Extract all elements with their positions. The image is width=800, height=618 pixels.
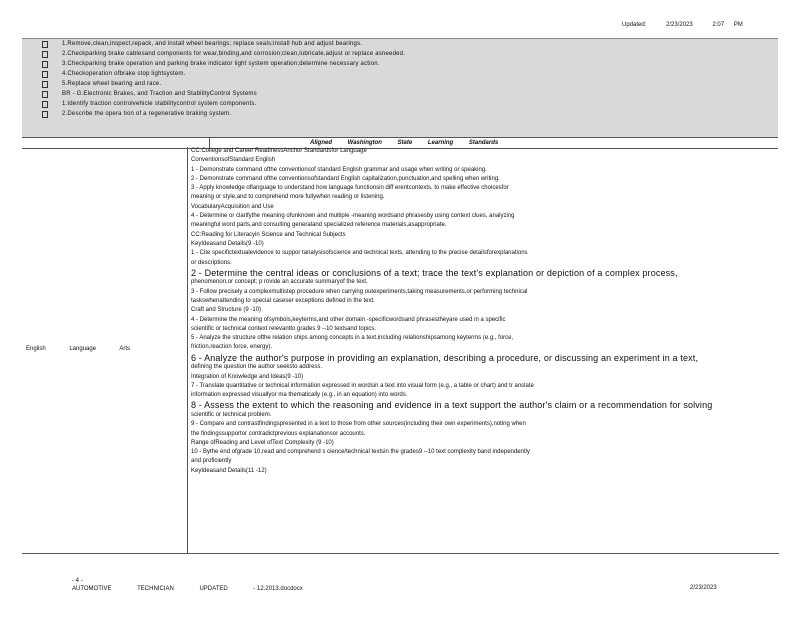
standard-line: Craft and Structure (9 -10) [191, 307, 262, 314]
standard-line: 1 - Demonstrate command ofthe conventionsof standard English grammar and usage when writing or speaking. [191, 166, 487, 173]
task-text: 5.Replace wheel bearing and race. [62, 81, 162, 87]
task-text: 3.Checkparking brake operation and parking brake indicator light system operation;determine necessary action. [62, 61, 380, 67]
checkbox-icon [42, 81, 48, 88]
standard-line: scientific or technical problem. [191, 411, 272, 418]
footer-doc-info [72, 586, 327, 592]
standard-line: Integration of Knowledge and Ideas(9 -10) [191, 373, 304, 380]
standard-line: 1 - Cite specifictextualevidence to suppor tanalysisofscience and technical texts, attending to the precise detailsforexplanations [191, 250, 528, 257]
checkbox-icon [42, 101, 48, 108]
standard-line: taskswhenattending to special caseser exceptions defined in the text. [191, 297, 375, 304]
updated-stamp [622, 22, 761, 28]
standard-line: and proficiently [191, 458, 232, 465]
footer-date: 2/23/2023 [690, 585, 717, 591]
task-text: 2.Checkparking brake cablesand components for wear,binding,and corrosion;clean,lubricate,adjust or replace asneeded. [62, 51, 406, 57]
checkbox-icon [42, 91, 48, 98]
standard-line: Range ofReading and Level ofText Complexity (9 -10) [191, 439, 334, 446]
standard-line: 9 - Compare and contrastfindingspresented in a text to those from other sources(including their own experiments),noting when [191, 421, 526, 428]
standard-line: scientific or technical context relevantto grades 9 --10 textsand topics. [191, 325, 377, 332]
standard-line: 5 - Analyze the structure ofthe relation ships among concepts in a text,including relationshipsamong keyterms (e.g., force, [191, 335, 514, 342]
standard-line: meaningful word parts,and consulting generaland specialized reference materials,asappropriate. [191, 222, 447, 229]
checkbox-icon [42, 71, 48, 78]
updated-label: Updated: [622, 22, 647, 28]
standard-line: CC:Reading for Literacyin Science and Technical Subjects [191, 231, 346, 238]
task-list [22, 38, 778, 137]
standard-line: the findingssupportor contradictprevious explanationsor accounts. [191, 430, 366, 437]
checkbox-icon [42, 61, 48, 68]
standard-line: 10 - Bythe end ofgrade 10,read and comprehend s cience/technical textsin the grades9 --10 text complexity band independently [191, 449, 530, 456]
standard-line: KeyIdeasand Details(9 -10) [191, 240, 264, 247]
checkbox-icon [42, 111, 48, 118]
standard-line: 6 - Analyze the author's purpose in providing an explanation, describing a procedure, or discussing an experiment in a text, [191, 352, 699, 363]
standard-line: 2 - Determine the central ideas or conclusions of a text; trace the text's explanation or depiction of a complex process, [191, 267, 678, 278]
task-row [22, 89, 778, 99]
updated-time: 2:07 [712, 22, 725, 28]
subject-cell [22, 147, 187, 554]
task-text: BR - G.Electronic Brakes, and Traction and StabilityControl Systems [62, 91, 257, 97]
standard-line: 2 - Demonstrate command ofthe conventionsofstandard English capitalization,punctuation,and spelling when writing. [191, 175, 500, 182]
subject-label: English Language Arts [26, 346, 131, 352]
page-number: - 4 - [72, 578, 83, 584]
standard-line: KeyIdeasand Details(11 -12) [191, 467, 267, 474]
standard-line: 8 - Assess the extent to which the reasoning and evidence in a text support the author's claim or a recommendation for solving [191, 400, 713, 411]
standards-header-title: Aligned Washington State Learning Standards [310, 140, 499, 146]
standard-line: meaning or style,and to comprehend more fullywhen reading or listening. [191, 194, 385, 201]
task-row [22, 109, 778, 119]
task-row [22, 69, 778, 79]
standards-cell [187, 147, 779, 554]
footer-program: AUTOMOTIVE [72, 586, 112, 592]
standard-line: 7 - Translate quantitative or technical information expressed in wordsin a text into visual form (e.g., a table or chart) and tr anslate [191, 382, 534, 389]
footer [72, 577, 327, 593]
footer-role: TECHNICIAN [137, 586, 174, 592]
standard-line: 3 - Follow precisely a complexmultistep procedure when carrying outexperiments,taking measurements,or performing technical [191, 288, 528, 295]
footer-status: UPDATED [199, 586, 228, 592]
task-row [22, 99, 778, 109]
task-row [22, 79, 778, 89]
checkbox-icon [42, 41, 48, 48]
task-text: 1.Remove,clean,inspect,repack, and install wheel bearings; replace seals;install hub and adjust bearings. [62, 41, 363, 47]
standard-line: 3 - Apply knowledge oflanguage to understand how language functionsin diff erentcontexts, to make effective choicesfor [191, 185, 509, 192]
standard-line: information expressed visuallyor ma thematically (e.g., in an equation) into words. [191, 392, 408, 399]
task-row [22, 39, 778, 49]
standard-line: CC:College and Career ReadinessAnchor Standardsfor Language [191, 148, 367, 154]
standard-line: defining the question the author seeksto address. [191, 364, 323, 371]
task-row [22, 59, 778, 69]
standard-line: 4 - Determine the meaning ofsymbols,keyterms,and other domain -specificwordsand phrasestheyare used in a specific [191, 316, 506, 323]
footer-docname: - 12.2013.docdocx [253, 586, 303, 592]
standard-line: VocabularyAcquisition and Use [191, 203, 274, 210]
checkbox-icon [42, 51, 48, 58]
updated-ampm: PM [733, 22, 743, 28]
task-row [22, 49, 778, 59]
standard-line: phenomenon,or concept; p rovide an accurate summaryof the text. [191, 279, 368, 286]
standard-line: or descriptions. [191, 259, 232, 266]
standard-line: ConventionsofStandard English [191, 157, 276, 164]
task-text: 4.Checkoperation ofbrake stop lightsystem. [62, 71, 186, 77]
task-text: 1.Identify traction controlvehicle stabilitycontrol system components. [62, 101, 257, 107]
standard-line: 4 - Determine or clarifythe meaning ofunknown and multiple -meaning wordsand phrasesby using context clues, analyzing [191, 213, 515, 220]
standard-line: friction,reaction force, energy). [191, 344, 273, 351]
task-text: 2.Describe the opera tion of a regenerative braking system. [62, 111, 232, 117]
updated-date: 2/23/2023 [666, 22, 693, 28]
